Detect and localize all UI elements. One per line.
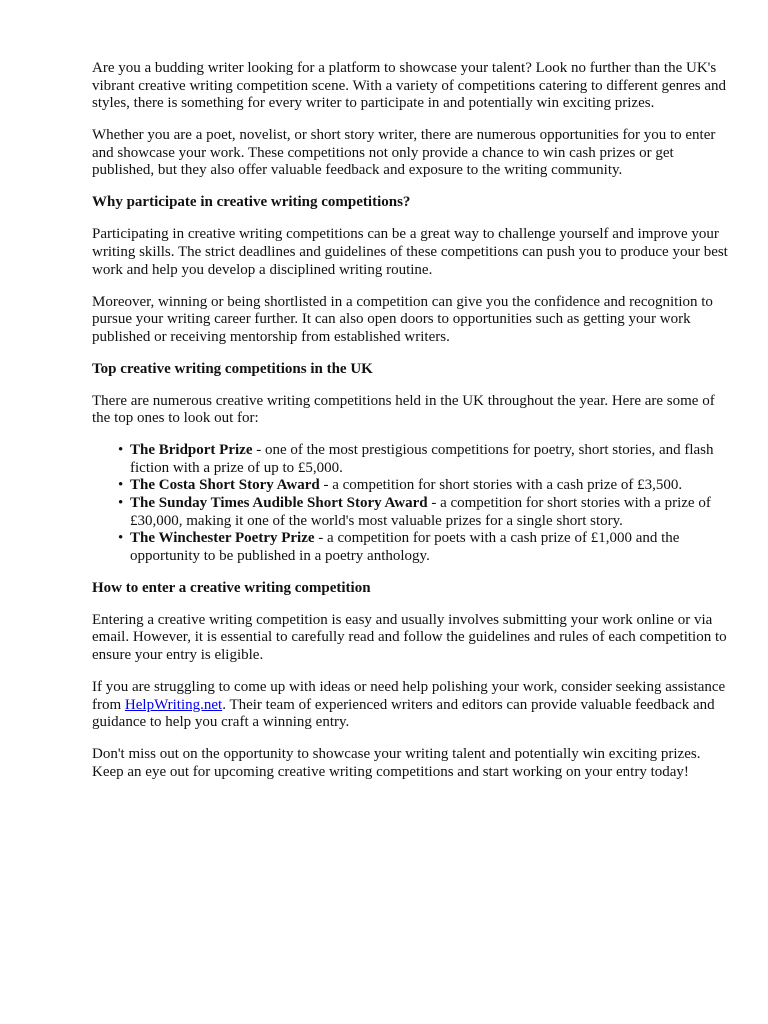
competition-description: - a competition for short stories with a prize of £30,000, making it one of the world's most valuable prizes for a single short story.	[130, 495, 711, 529]
competition-name: The Sunday Times Audible Short Story Award	[130, 495, 428, 512]
intro-paragraph-2: Whether you are a poet, novelist, or short story writer, there are numerous opportunities for you to enter and showcase your work. These competitions not only provide a chance to win cash prizes or get published, but they also offer valuable feedback and exposure to the writing community.	[92, 127, 716, 179]
how-paragraph-1: Entering a creative writing competition is easy and usually involves submitting your work online or via email. However, it is essential to carefully read and follow the guidelines and rules of each competition to ensure your entry is eligible.	[92, 611, 727, 663]
why-paragraph-1: Participating in creative writing competitions can be a great way to challenge yourself and improve your writing skills. The strict deadlines and guidelines of these competitions can push you to produce your best work and help you develop a disciplined writing routine.	[92, 226, 728, 278]
bullet-icon: •	[118, 530, 124, 547]
why-paragraph-2: Moreover, winning or being shortlisted in a competition can give you the confidence and recognition to pursue your writing career further. It can also open doors to opportunities such as getting your work published or receiving mentorship from established writers.	[92, 293, 713, 345]
competition-list	[92, 442, 728, 565]
bullet-icon: •	[118, 495, 124, 512]
competition-description: - a competition for short stories with a cash prize of £3,500.	[319, 477, 683, 494]
document-page	[92, 60, 728, 796]
top-heading: Top creative writing competitions in the UK	[92, 360, 373, 377]
how-heading: How to enter a creative writing competition	[92, 579, 371, 596]
list-item	[118, 477, 728, 495]
competition-name: The Costa Short Story Award	[130, 477, 320, 494]
competition-description: - one of the most prestigious competitions for poetry, short stories, and flash fiction with a prize of up to £5,000.	[130, 442, 714, 476]
competition-description: - a competition for poets with a cash prize of £1,000 and the opportunity to be published in a poetry anthology.	[130, 530, 680, 564]
bullet-icon: •	[118, 442, 124, 459]
competition-name: The Winchester Poetry Prize	[130, 530, 315, 547]
list-item	[118, 495, 728, 530]
why-heading: Why participate in creative writing competitions?	[92, 194, 411, 211]
how-paragraph-2	[92, 679, 728, 732]
list-item	[118, 442, 728, 477]
helpwriting-link[interactable]: HelpWriting.net	[124, 696, 223, 713]
top-intro-paragraph: There are numerous creative writing competitions held in the UK throughout the year. Here are some of the top ones to look out for:	[92, 392, 715, 427]
intro-paragraph-1: Are you a budding writer looking for a platform to showcase your talent? Look no further than the UK's vibrant creative writing competition scene. With a variety of competitions catering to different genres and styles, there is something for every writer to participate in and potentially win exciting prizes.	[92, 60, 727, 112]
how-paragraph-3: Don't miss out on the opportunity to showcase your writing talent and potentially win exciting prizes. Keep an eye out for upcoming creative writing competitions and start working on your entry today!	[92, 746, 701, 780]
bullet-icon: •	[118, 477, 124, 494]
how-paragraph-2-after: . Their team of experienced writers and editors can provide valuable feedback and guidance to help you craft a winning entry.	[92, 696, 715, 731]
list-item	[118, 530, 728, 565]
competition-name: The Bridport Prize	[130, 442, 253, 459]
how-paragraph-2-before: If you are struggling to come up with ideas or need help polishing your work, consider seeking assistance from	[92, 678, 726, 713]
